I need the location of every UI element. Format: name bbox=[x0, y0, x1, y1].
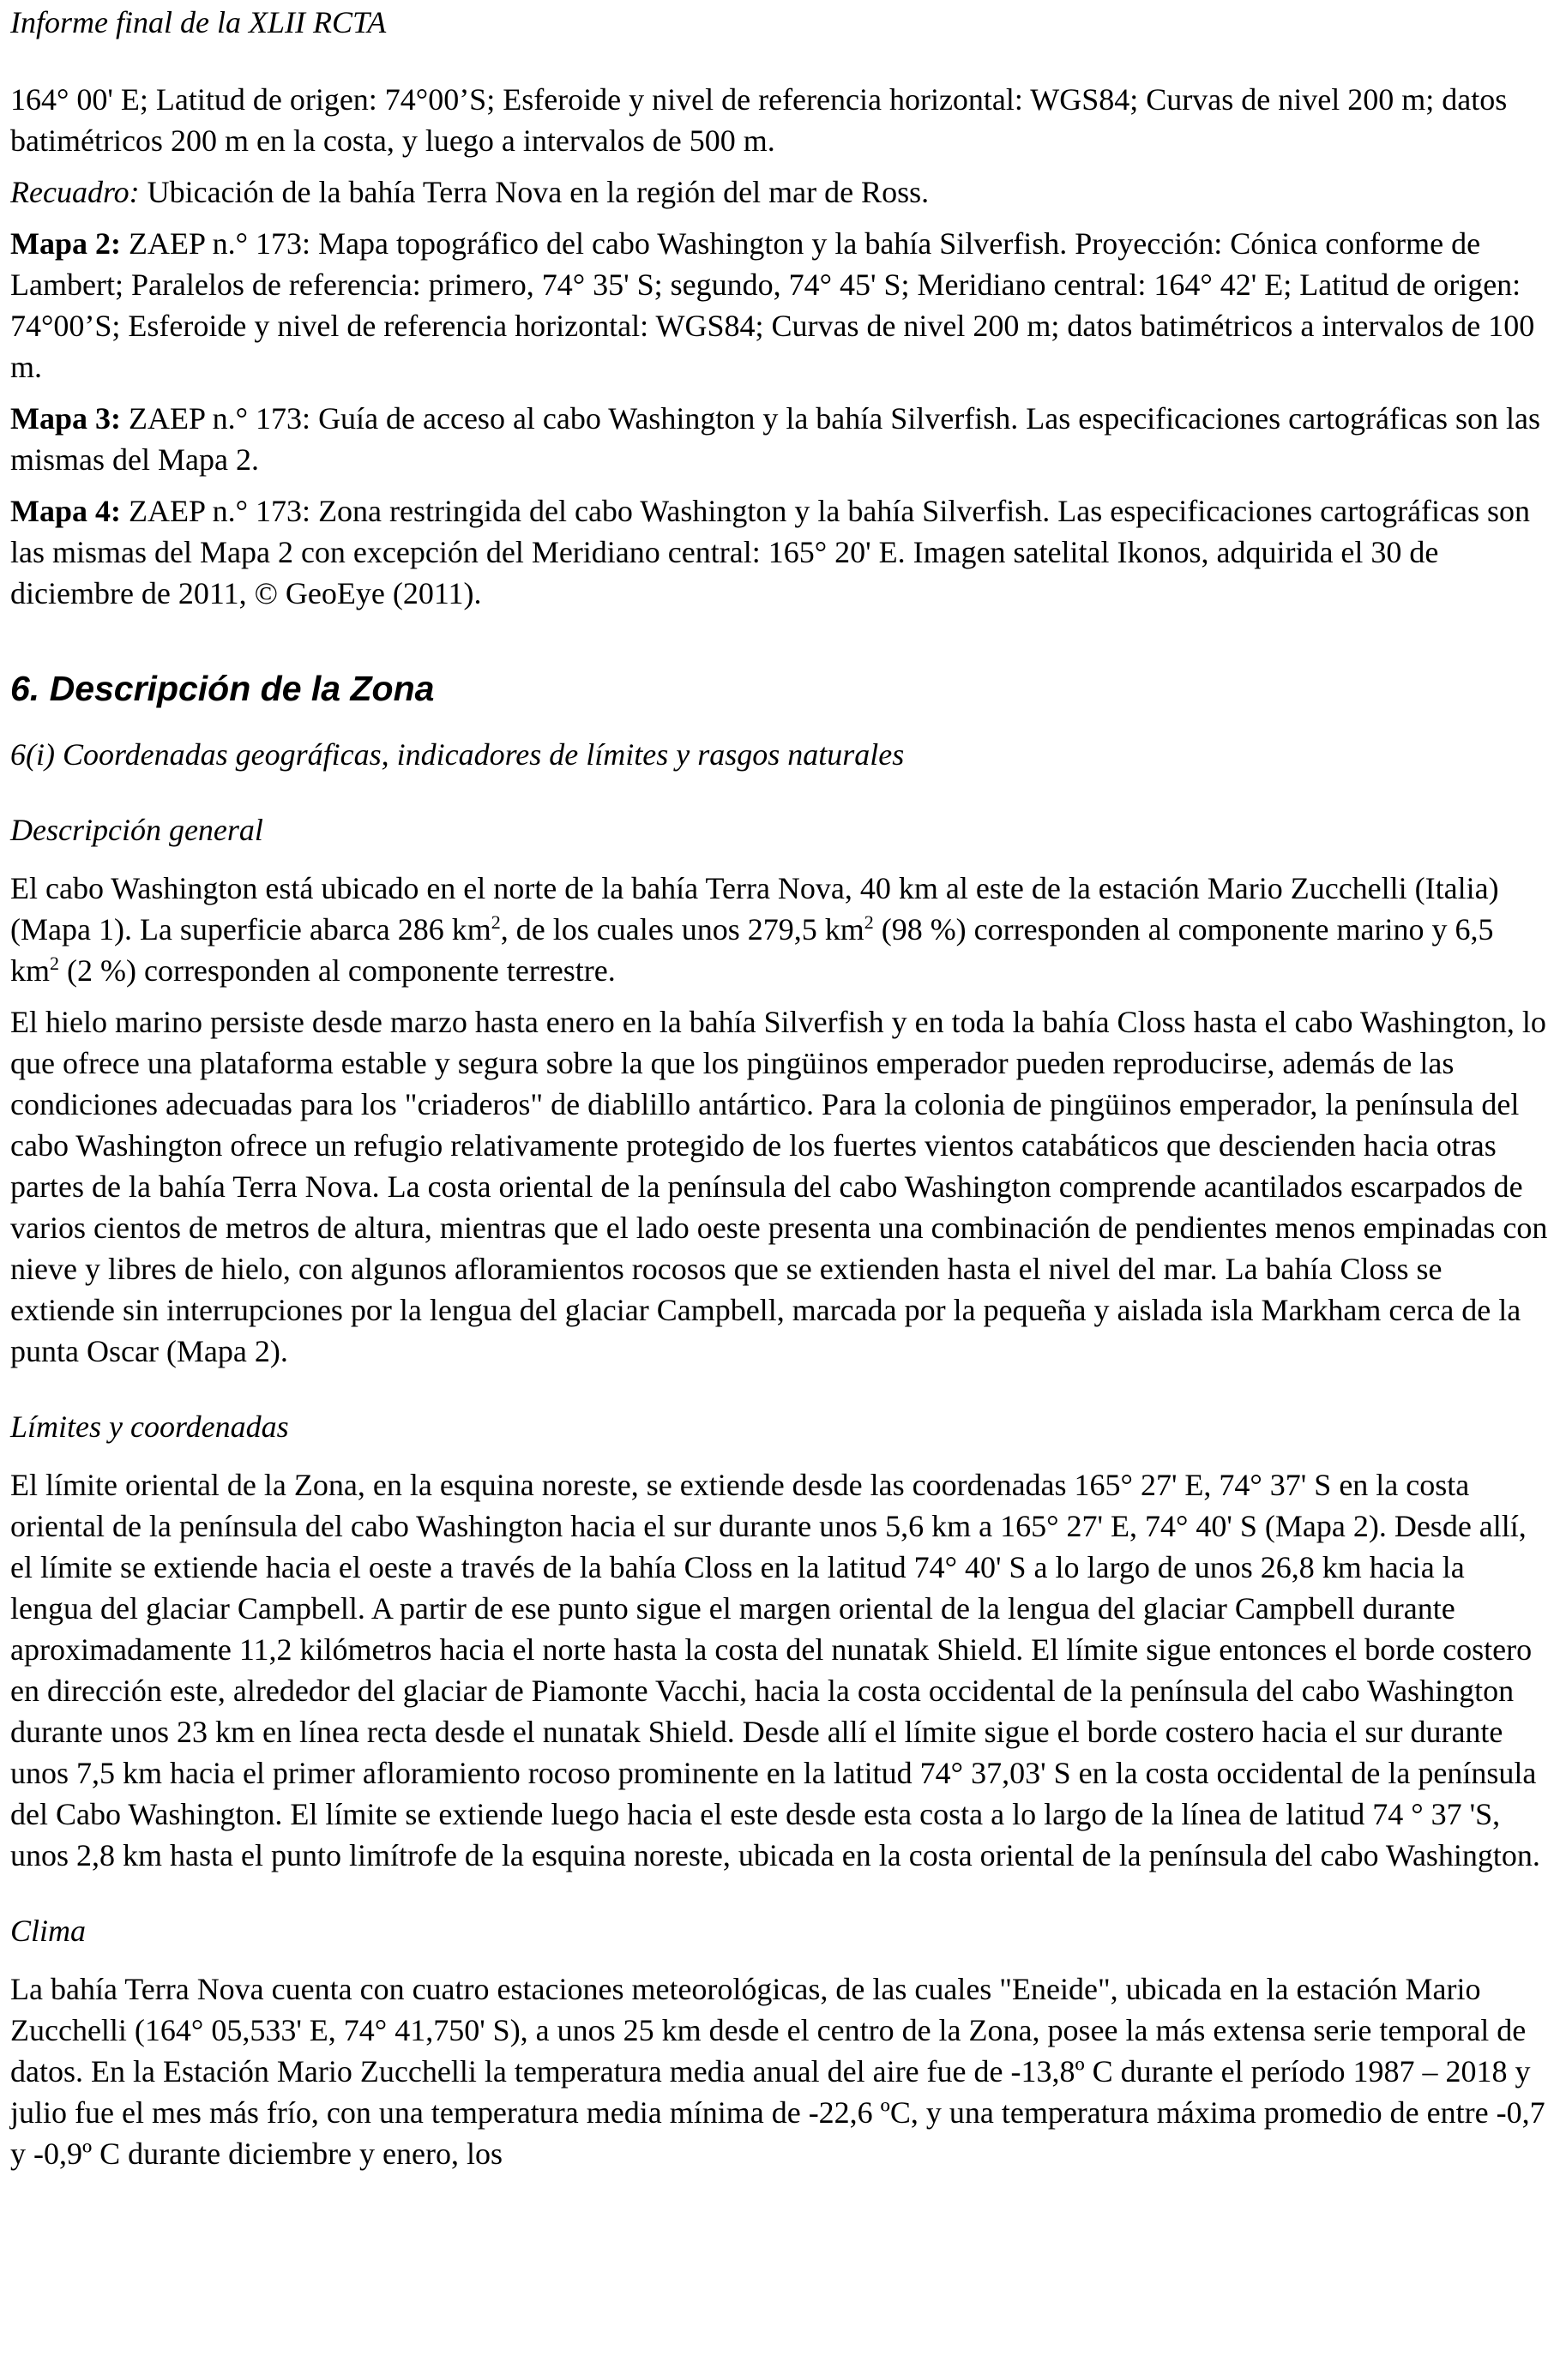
map2-text: ZAEP n.° 173: Mapa topográfico del cabo Washington y la bahía Silverfish. Proyección: Cónica conforme de Lambert; Paralelos de referencia: primero, 74° 35' S; segundo, 74° 45' S; Meridiano central: 164° 42' E; Latitud de origen: 74°00’S; Esferoide y nivel de referencia horizontal: WGS84; Curvas de nivel 200 m; datos batimétricos a intervalos de 100 m. bbox=[10, 226, 1535, 384]
general-description-paragraph-2: El hielo marino persiste desde marzo hasta enero en la bahía Silverfish y en toda la bahía Closs hasta el cabo Washington, lo que ofrece una plataforma estable y segura sobre la que los pingüinos emperador pueden reproducirse, además de las condiciones adecuadas para los "criaderos" de diablillo antártico. Para la colonia de pingüinos emperador, la península del cabo Washington ofrece un refugio relativamente protegido de los fuertes vientos catabáticos que descienden hacia otras partes de la bahía Terra Nova. La costa oriental de la península del cabo Washington comprende acantilados escarpados de varios cientos de metros de altura, mientras que el lado oeste presenta una combinación de pendientes menos empinadas con nieve y libres de hielo, con algunos afloramientos rocosos que se extienden hasta el nivel del mar. La bahía Closs se extiende sin interrupciones por la lengua del glaciar Campbell, marcada por la pequeña y aislada isla Markham cerca de la punta Oscar (Mapa 2). bbox=[10, 1005, 1548, 1368]
document-page bbox=[10, 0, 1549, 2174]
inset-label: Recuadro: bbox=[10, 175, 140, 209]
limits-paragraph: El límite oriental de la Zona, en la esquina noreste, se extiende desde las coordenadas 165° 27' E, 74° 37' S en la costa oriental de la península del cabo Washington hacia el sur durante unos 5,6 km a 165° 27' E, 74° 40' S (Mapa 2). Desde allí, el límite se extiende hacia el oeste a través de la bahía Closs en la latitud 74° 40' S a lo largo de unos 26,8 km hacia la lengua del glaciar Campbell. A partir de ese punto sigue el margen oriental de la lengua del glaciar Campbell durante aproximadamente 11,2 kilómetros hacia el norte hasta la costa del nunatak Shield. El límite sigue entonces el borde costero en dirección este, alrededor del glaciar de Piamonte Vacchi, hacia la costa occidental de la península del cabo Washington durante unos 23 km en línea recta desde el nunatak Shield. Desde allí el límite sigue el borde costero hacia el sur durante unos 7,5 km hacia el primer afloramiento rocoso prominente en la latitud 74° 37,03' S en la costa occidental de la península del Cabo Washington. El límite se extiende luego hacia el este desde esta costa a lo largo de la línea de latitud 74 ° 37 'S, unos 2,8 km hasta el punto limítrofe de la esquina noreste, ubicada en la costa oriental de la península del cabo Washington. bbox=[10, 1468, 1540, 1872]
climate-heading: Clima bbox=[10, 1914, 87, 1948]
map2-paragraph bbox=[10, 223, 1549, 388]
map4-text: ZAEP n.° 173: Zona restringida del cabo Washington y la bahía Silverfish. Las especificaciones cartográficas son las mismas del Mapa 2 con excepción del Meridiano central: 165° 20' E. Imagen satelital Ikonos, adquirida el 30 de diciembre de 2011, © GeoEye (2011). bbox=[10, 494, 1531, 610]
map3-text: ZAEP n.° 173: Guía de acceso al cabo Washington y la bahía Silverfish. Las especificaciones cartográficas son las mismas del Mapa 2. bbox=[10, 401, 1540, 477]
map4-label: Mapa 4: bbox=[10, 494, 121, 528]
map3-paragraph bbox=[10, 398, 1549, 480]
subsection-6i-heading: 6(i) Coordenadas geográficas, indicadores de límites y rasgos naturales bbox=[10, 737, 905, 772]
inset-text: Ubicación de la bahía Terra Nova en la región del mar de Ross. bbox=[139, 175, 930, 209]
running-header: Informe final de la XLII RCTA bbox=[10, 5, 387, 39]
section-6-title: 6. Descripción de la Zona bbox=[10, 669, 435, 708]
climate-paragraph: La bahía Terra Nova cuenta con cuatro estaciones meteorológicas, de las cuales "Eneide", ubicada en la estación Mario Zucchelli (164° 05,533' E, 74° 41,750' S), a unos 25 km desde el centro de la Zona, posee la más extensa serie temporal de datos. En la Estación Mario Zucchelli la temperatura media anual del aire fue de -13,8º C durante el período 1987 – 2018 y julio fue el mes más frío, con una temperatura media mínima de -22,6 ºC, y una temperatura máxima promedio de entre -0,7 y -0,9º C durante diciembre y enero, los bbox=[10, 1972, 1545, 2171]
general-description-paragraph-1: El cabo Washington está ubicado en el norte de la bahía Terra Nova, 40 km al este de la estación Mario Zucchelli (Italia) (Mapa 1). La superficie abarca 286 $km^2$, de los cuales unos 279,5 $km^2$ (98 %) corresponden al componente marino y 6,5 $km^2$ (2 %) corresponden al componente terrestre. bbox=[10, 871, 1499, 988]
inset-paragraph bbox=[10, 171, 1549, 213]
limits-heading: Límites y coordenadas bbox=[10, 1409, 289, 1444]
general-description-heading: Descripción general bbox=[10, 813, 263, 847]
map3-label: Mapa 3: bbox=[10, 401, 121, 436]
map2-label: Mapa 2: bbox=[10, 226, 121, 261]
map1-continued-paragraph: 164° 00' E; Latitud de origen: 74°00’S; Esferoide y nivel de referencia horizontal: WGS84; Curvas de nivel 200 m; datos batimétricos 200 m en la costa, y luego a intervalos de 500 m. bbox=[10, 82, 1508, 158]
map4-paragraph bbox=[10, 490, 1549, 614]
map-descriptions bbox=[10, 79, 1549, 614]
